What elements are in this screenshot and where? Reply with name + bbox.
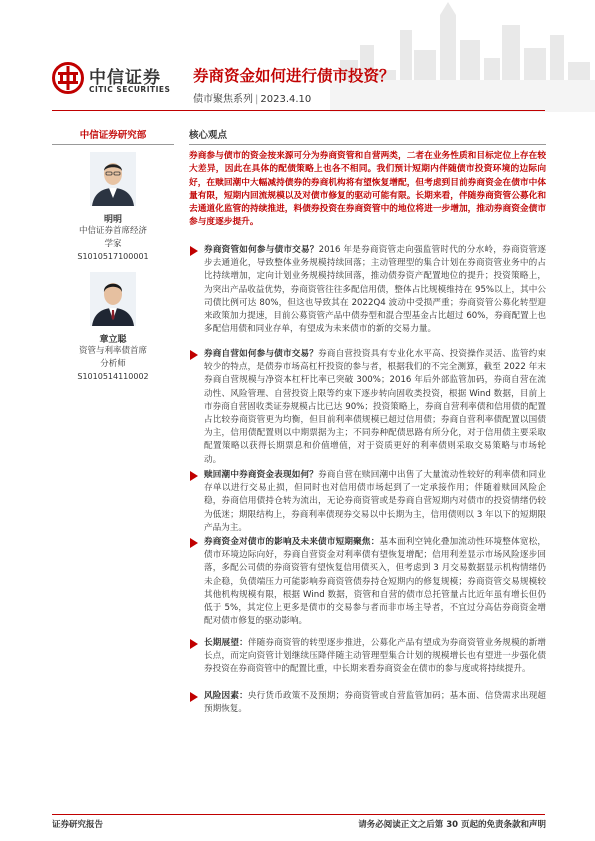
report-title: 券商资金如何进行债市投资？ <box>193 67 395 85</box>
bullet-lead: 长期展望： <box>204 638 248 648</box>
analyst-title-line: 分析师 <box>100 358 126 369</box>
bullet-paragraph <box>189 348 546 467</box>
report-subtitle <box>193 90 311 105</box>
citic-logo-icon <box>52 62 84 94</box>
report-header <box>0 0 595 112</box>
analyst-card <box>52 152 174 263</box>
sidebar-divider <box>52 144 174 145</box>
triangle-bullet-icon <box>190 350 198 360</box>
analyst-license-id: S1010514110002 <box>77 372 149 381</box>
core-summary: 券商参与债市的资金按来源可分为券商资管和自营两类，二者在业务性质和目标定位上存在较大差异，因此在具体的配债策略上也各不相同。我们预计短期内伴随债市投资环境的边际向好，在赎回潮中大幅减持债券的券商机构将有望恢复增配，但考虑到目前券商资金在债市中体量有限，短期内回流规模以及对债市修复的驱动可能有限。长期来看，伴随券商资管公募化和去通道化监管的持续推进，料债券投资在券商资管中的地位将进一步增加，推动券商资金债市参与度逐步提升。 <box>189 151 546 228</box>
analyst-card <box>52 272 174 383</box>
sidebar <box>52 127 174 141</box>
logo-chinese-name: 中信证券 <box>89 68 161 88</box>
footer-disclaimer-note: 请务必阅读正文之后第 30 页起的免责条款和声明 <box>358 820 546 830</box>
bullet-lead: 券商资金对债市的影响及未来债市短期聚焦： <box>204 537 380 547</box>
analyst-photo-icon <box>90 152 136 206</box>
analyst-license-id: S1010517100001 <box>77 252 149 261</box>
bullet-paragraph <box>189 690 546 716</box>
triangle-bullet-icon <box>190 246 198 256</box>
triangle-bullet-icon <box>190 538 198 548</box>
analyst-title-line: 中信证券首席经济 <box>78 226 147 236</box>
city-skyline-icon <box>330 0 595 112</box>
main-content <box>189 127 546 141</box>
subtitle-separator: | <box>255 94 259 105</box>
bullet-text: 基本面利空钝化叠加流动性环境整体宽松，债市环境边际向好，券商自营资金对利率债有望恢复增配；信用利差显示市场风险逐步回落，多配公司债的券商资管有望恢复信用债买入，但考虑到 3 月交易数据显示机构情绪仍未企稳，负债端压力可能影响券商资管债券持仓短期内的修复规模；券商资管交易规模较其他机构规模有限，根据 Wind 数据，资管和自营的债市总托管量占比近年虽有增长但仍低于 5%，其定位上更多是债市的交易参与者而非市场主导者，不宜过分高估券商资金增配对债市修复的驱动影响。 <box>204 537 546 627</box>
report-series: 债市聚焦系列 <box>193 94 253 105</box>
bullet-paragraph <box>189 244 546 336</box>
citic-logo <box>52 62 180 98</box>
bullet-text: 央行货币政策不及预期；券商资管或自营监管加码；基本面、信贷需求出现超预期恢复。 <box>204 691 546 715</box>
analyst-photo-icon <box>90 272 136 326</box>
bullet-lead: 券商资管如何参与债市交易？ <box>204 245 319 255</box>
footer-divider <box>52 814 545 815</box>
bullet-paragraph <box>189 637 546 677</box>
footer-report-type: 证券研究报告 <box>52 820 104 830</box>
logo-english-name: CITIC SECURITIES <box>89 85 171 94</box>
bullet-paragraph <box>189 469 546 535</box>
bullet-text: 券商自营投资具有专业化水平高、投资操作灵活、监管约束较少的特点，是债券市场高杠杆投资的参与者，根据我们的不完全测算，截至 2022 年末券商自营规模与净资本杠杆比率已突破 300%；2016 年后外部监管加码，券商自营在流动性、风险管理、自营投资上限等约束下逐步转向固收类投资，根据 Wind 数据，目前上市券商自营固收类证券规模占比已达 90%；投资策略上，券商自营利率债和信用债的配置占比较券商资管更为均衡，但目前利率债规模已超过信用债；券商自营利率债配置以国债为主，信用债配置则以中期票据为主；不同券种配债思路有所分化，对于信用债主要采取配置策略以获得长期票息和价值增值，对于资质更好的利率债则采取交易策略与市场轮动。 <box>204 349 546 465</box>
bullet-text: 伴随券商资管的转型逐步推进，公募化产品有望成为券商资管业务规模的新增长点，而定向资管计划继续压降伴随主动管理型集合计划的规模增长也有望进一步强化债券投资在券商资管中的配置比重，中长期来看券商资金在债市的参与度或将持续提升。 <box>204 638 546 675</box>
bullet-text: 券商自营在赎回潮中出售了大量流动性较好的利率债和同业存单以进行交易止损，但同时也对信用债市场起到了一定承接作用；伴随着赎回风险企稳，券商信用债持仓转为流出，无论券商资管或是券商自营短期内对债市的投资情绪仍较为低迷；期限结构上，券商利率债现券交易以中长期为主，信用债则以 3 年以下的短期限产品为主。 <box>204 470 546 533</box>
analyst-title-line: 学家 <box>104 238 122 249</box>
triangle-bullet-icon <box>190 692 198 702</box>
bullet-lead: 风险因素： <box>204 691 248 701</box>
research-dept-heading: 中信证券研究部 <box>79 130 147 141</box>
triangle-bullet-icon <box>190 639 198 649</box>
bullet-lead: 券商自营如何参与债市交易？ <box>204 349 319 359</box>
triangle-bullet-icon <box>190 471 198 481</box>
report-date: 2023.4.10 <box>260 94 312 105</box>
bullet-lead: 赎回潮中券商资金表现如何？ <box>204 470 319 480</box>
core-view-heading: 核心观点 <box>189 130 228 141</box>
analyst-name: 章立聪 <box>99 335 127 345</box>
main-divider <box>189 144 546 145</box>
bullet-paragraph <box>189 536 546 628</box>
header-divider <box>52 110 545 111</box>
analyst-name: 明明 <box>103 215 122 225</box>
bullet-text: 2016 年是券商资管走向强监管时代的分水岭，券商资管逐步去通道化，导致整体业务规模持续回落；主动管理型的集合计划在券商资管业务中的占比持续增加，定向计划业务规模持续回落，推动债券资产配置地位的提升；投资策略上，为突出产品收益优势，券商资管往往多配信用债，整体占比规模维持在 95%以上，其中公司债比例可达 80%，但这也导致其在 2022Q4 波动中受损严重；券商资管公募化转型迎来政策加力提速，目前公募资管产品中债券型和混合型基金占比超过 60%，券商配置上也多配信用债和同业存单，有望成为未来债市的新的交易力量。 <box>204 245 546 335</box>
analyst-title-line: 资管与利率债首席 <box>78 346 147 356</box>
